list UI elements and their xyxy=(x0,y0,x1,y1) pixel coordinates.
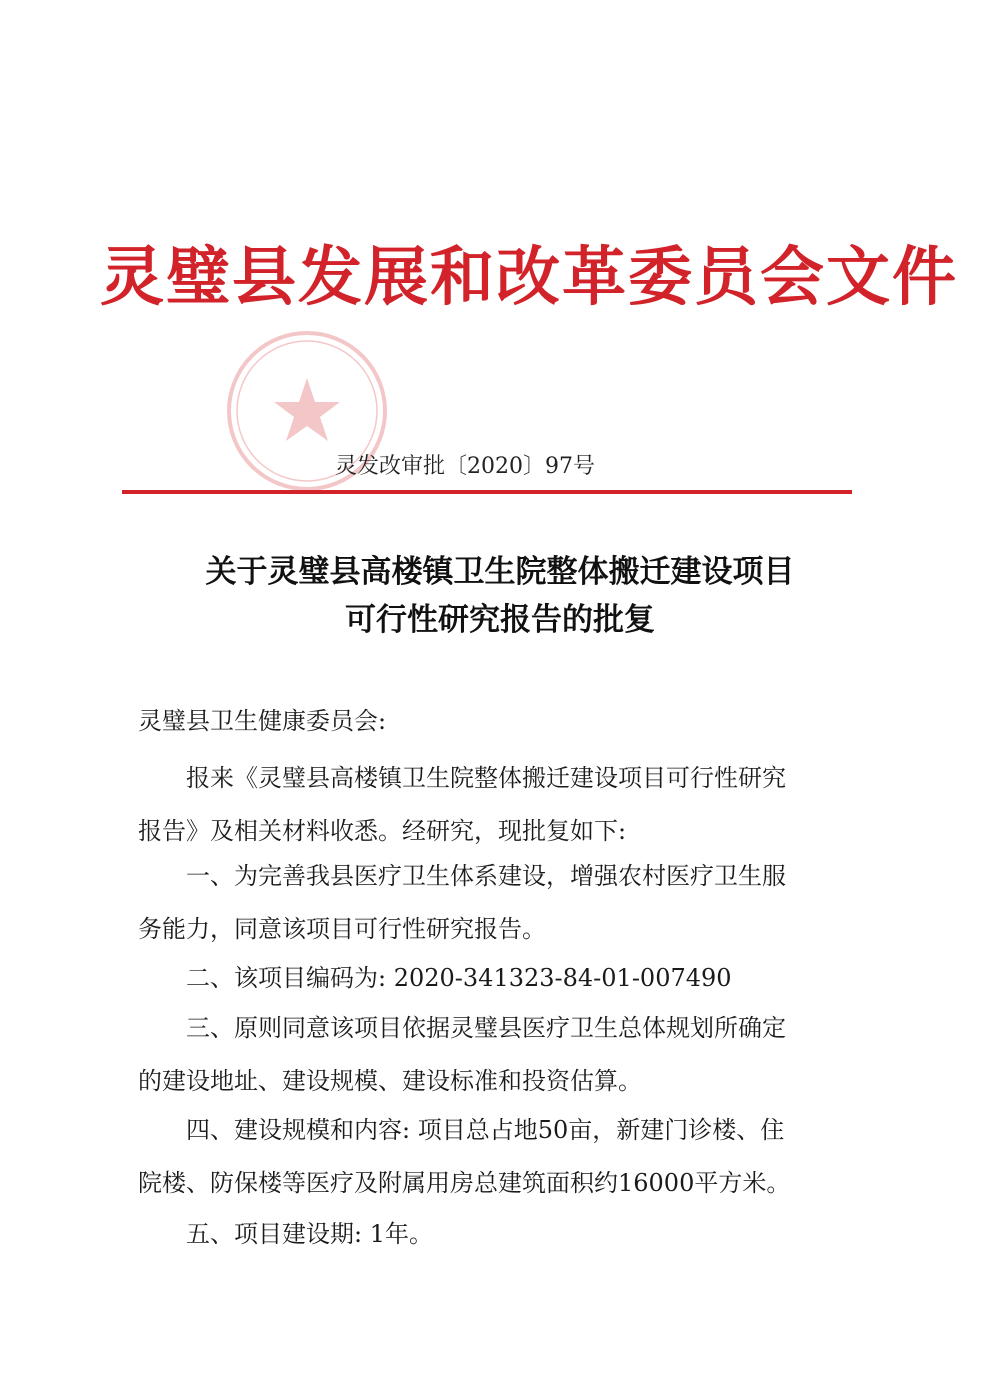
document-number: 灵发改审批〔2020〕97号 xyxy=(335,454,595,479)
paragraph-3-line-1: 二、该项目编码为: 2020-341323-84-01-007490 xyxy=(186,964,732,992)
paragraph-1-line-2: 报告》及相关材料收悉。经研究，现批复如下: xyxy=(138,817,627,845)
subject-line-2: 可行性研究报告的批复 xyxy=(345,602,655,638)
paragraph-2-line-1: 一、为完善我县医疗卫生体系建设，增强农村医疗卫生服 xyxy=(186,862,786,890)
paragraph-5-line-2: 院楼、防保楼等医疗及附属用房总建筑面积约16000平方米。 xyxy=(138,1169,791,1197)
red-header-title: 灵璧县发展和改革委员会文件 xyxy=(100,240,958,315)
paragraph-4-line-2: 的建设地址、建设规模、建设标准和投资估算。 xyxy=(138,1067,642,1095)
paragraph-6-line-1: 五、项目建设期: 1年。 xyxy=(186,1220,433,1248)
paragraph-2-line-2: 务能力，同意该项目可行性研究报告。 xyxy=(138,915,546,943)
paragraph-4-line-1: 三、原则同意该项目依据灵璧县医疗卫生总体规划所确定 xyxy=(186,1014,786,1042)
addressee: 灵璧县卫生健康委员会: xyxy=(138,707,387,735)
document-subject xyxy=(100,548,900,644)
red-divider xyxy=(122,490,852,494)
subject-line-1: 关于灵璧县高楼镇卫生院整体搬迁建设项目 xyxy=(205,554,795,590)
paragraph-1-line-1: 报来《灵璧县高楼镇卫生院整体搬迁建设项目可行性研究 xyxy=(186,764,786,792)
paragraph-5-line-1: 四、建设规模和内容: 项目总占地50亩，新建门诊楼、住 xyxy=(186,1116,785,1144)
